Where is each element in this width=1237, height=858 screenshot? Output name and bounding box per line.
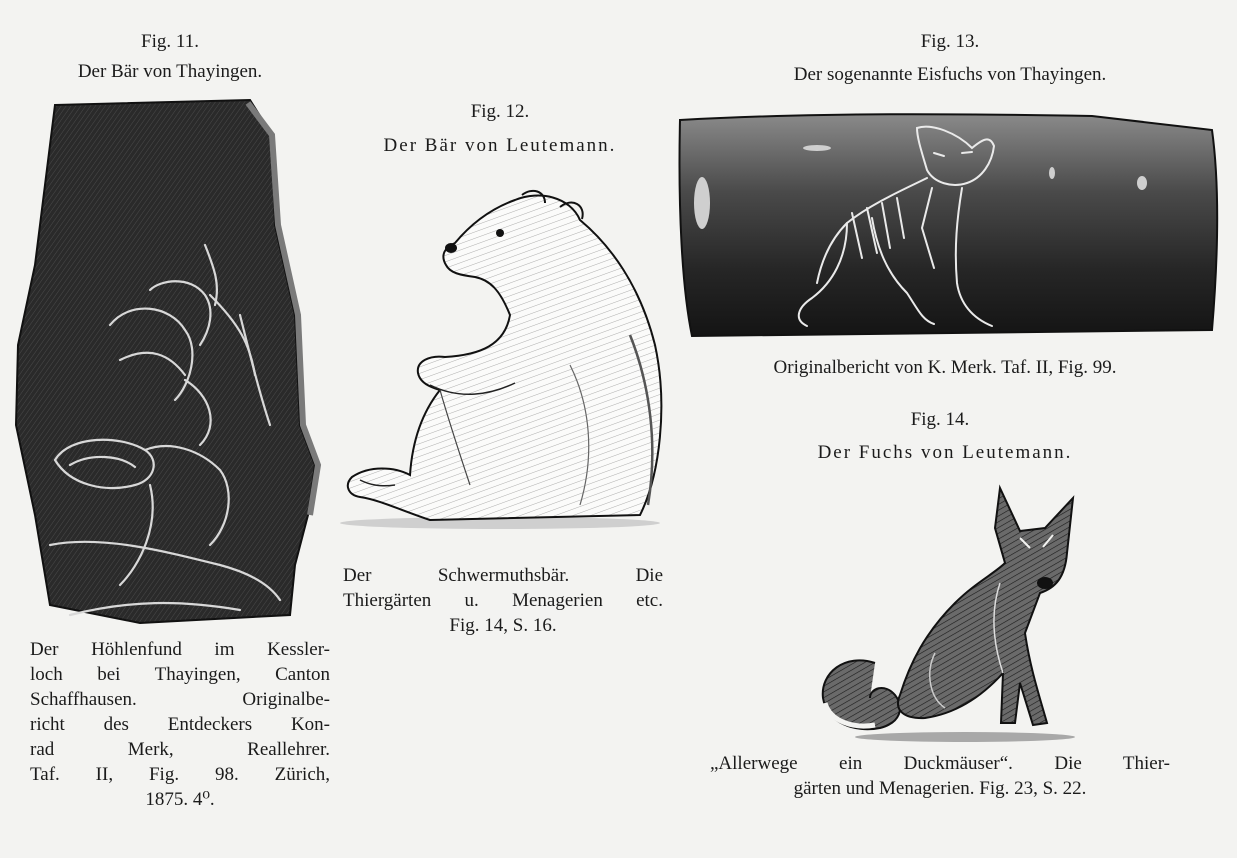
fig14-caption-line: gärten und Menagerien. Fig. 23, S. 22.: [793, 778, 1087, 799]
fig14-caption: [710, 751, 1170, 801]
fig11-caption-line: richt des Entdeckers Kon-: [30, 714, 330, 735]
fig12-caption: [343, 563, 663, 638]
fig14-label: Fig. 14.: [910, 409, 970, 430]
fig14-caption-line: „Allerwege ein Duckmäuser“. Die Thier-: [710, 753, 1170, 774]
fig11-title: Der Bär von Thayingen.: [77, 61, 263, 82]
fig11-caption-line: Taf. II, Fig. 98. Zürich,: [30, 764, 330, 785]
fig11-caption-line: rad Merk, Reallehrer.: [30, 739, 330, 760]
fig11-caption-line: 1875. 4⁰.: [145, 789, 215, 810]
fig11-label: Fig. 11.: [141, 31, 199, 52]
fig14-fox-drawing: [815, 483, 1080, 745]
fig12-label: Fig. 12.: [470, 101, 530, 122]
fig12-caption-line: Der Schwermuthsbär. Die: [343, 565, 663, 586]
fig12-caption-line: Thiergärten u. Menagerien etc.: [343, 590, 663, 611]
fig11-caption: [30, 637, 330, 812]
fig11-caption-line: loch bei Thayingen, Canton: [30, 664, 330, 685]
fig13-engraved-bone-image: [672, 108, 1222, 340]
fig12-caption-line: Fig. 14, S. 16.: [449, 615, 557, 636]
fig13-title: Der sogenannte Eisfuchs von Thayingen.: [793, 64, 1107, 85]
fig11-caption-line: Schaffhausen. Originalbe-: [30, 689, 330, 710]
fig12-bear-drawing: [340, 185, 670, 530]
fig13-caption: Originalbericht von K. Merk. Taf. II, Fig. 99.: [773, 357, 1117, 378]
fig12-title: Der Bär von Leutemann.: [383, 135, 617, 156]
fig14-title: Der Fuchs von Leutemann.: [817, 442, 1073, 463]
fig11-caption-line: Der Höhlenfund im Kessler-: [30, 639, 330, 660]
fig11-engraved-stone-image: [10, 95, 330, 630]
fig13-label: Fig. 13.: [920, 31, 980, 52]
